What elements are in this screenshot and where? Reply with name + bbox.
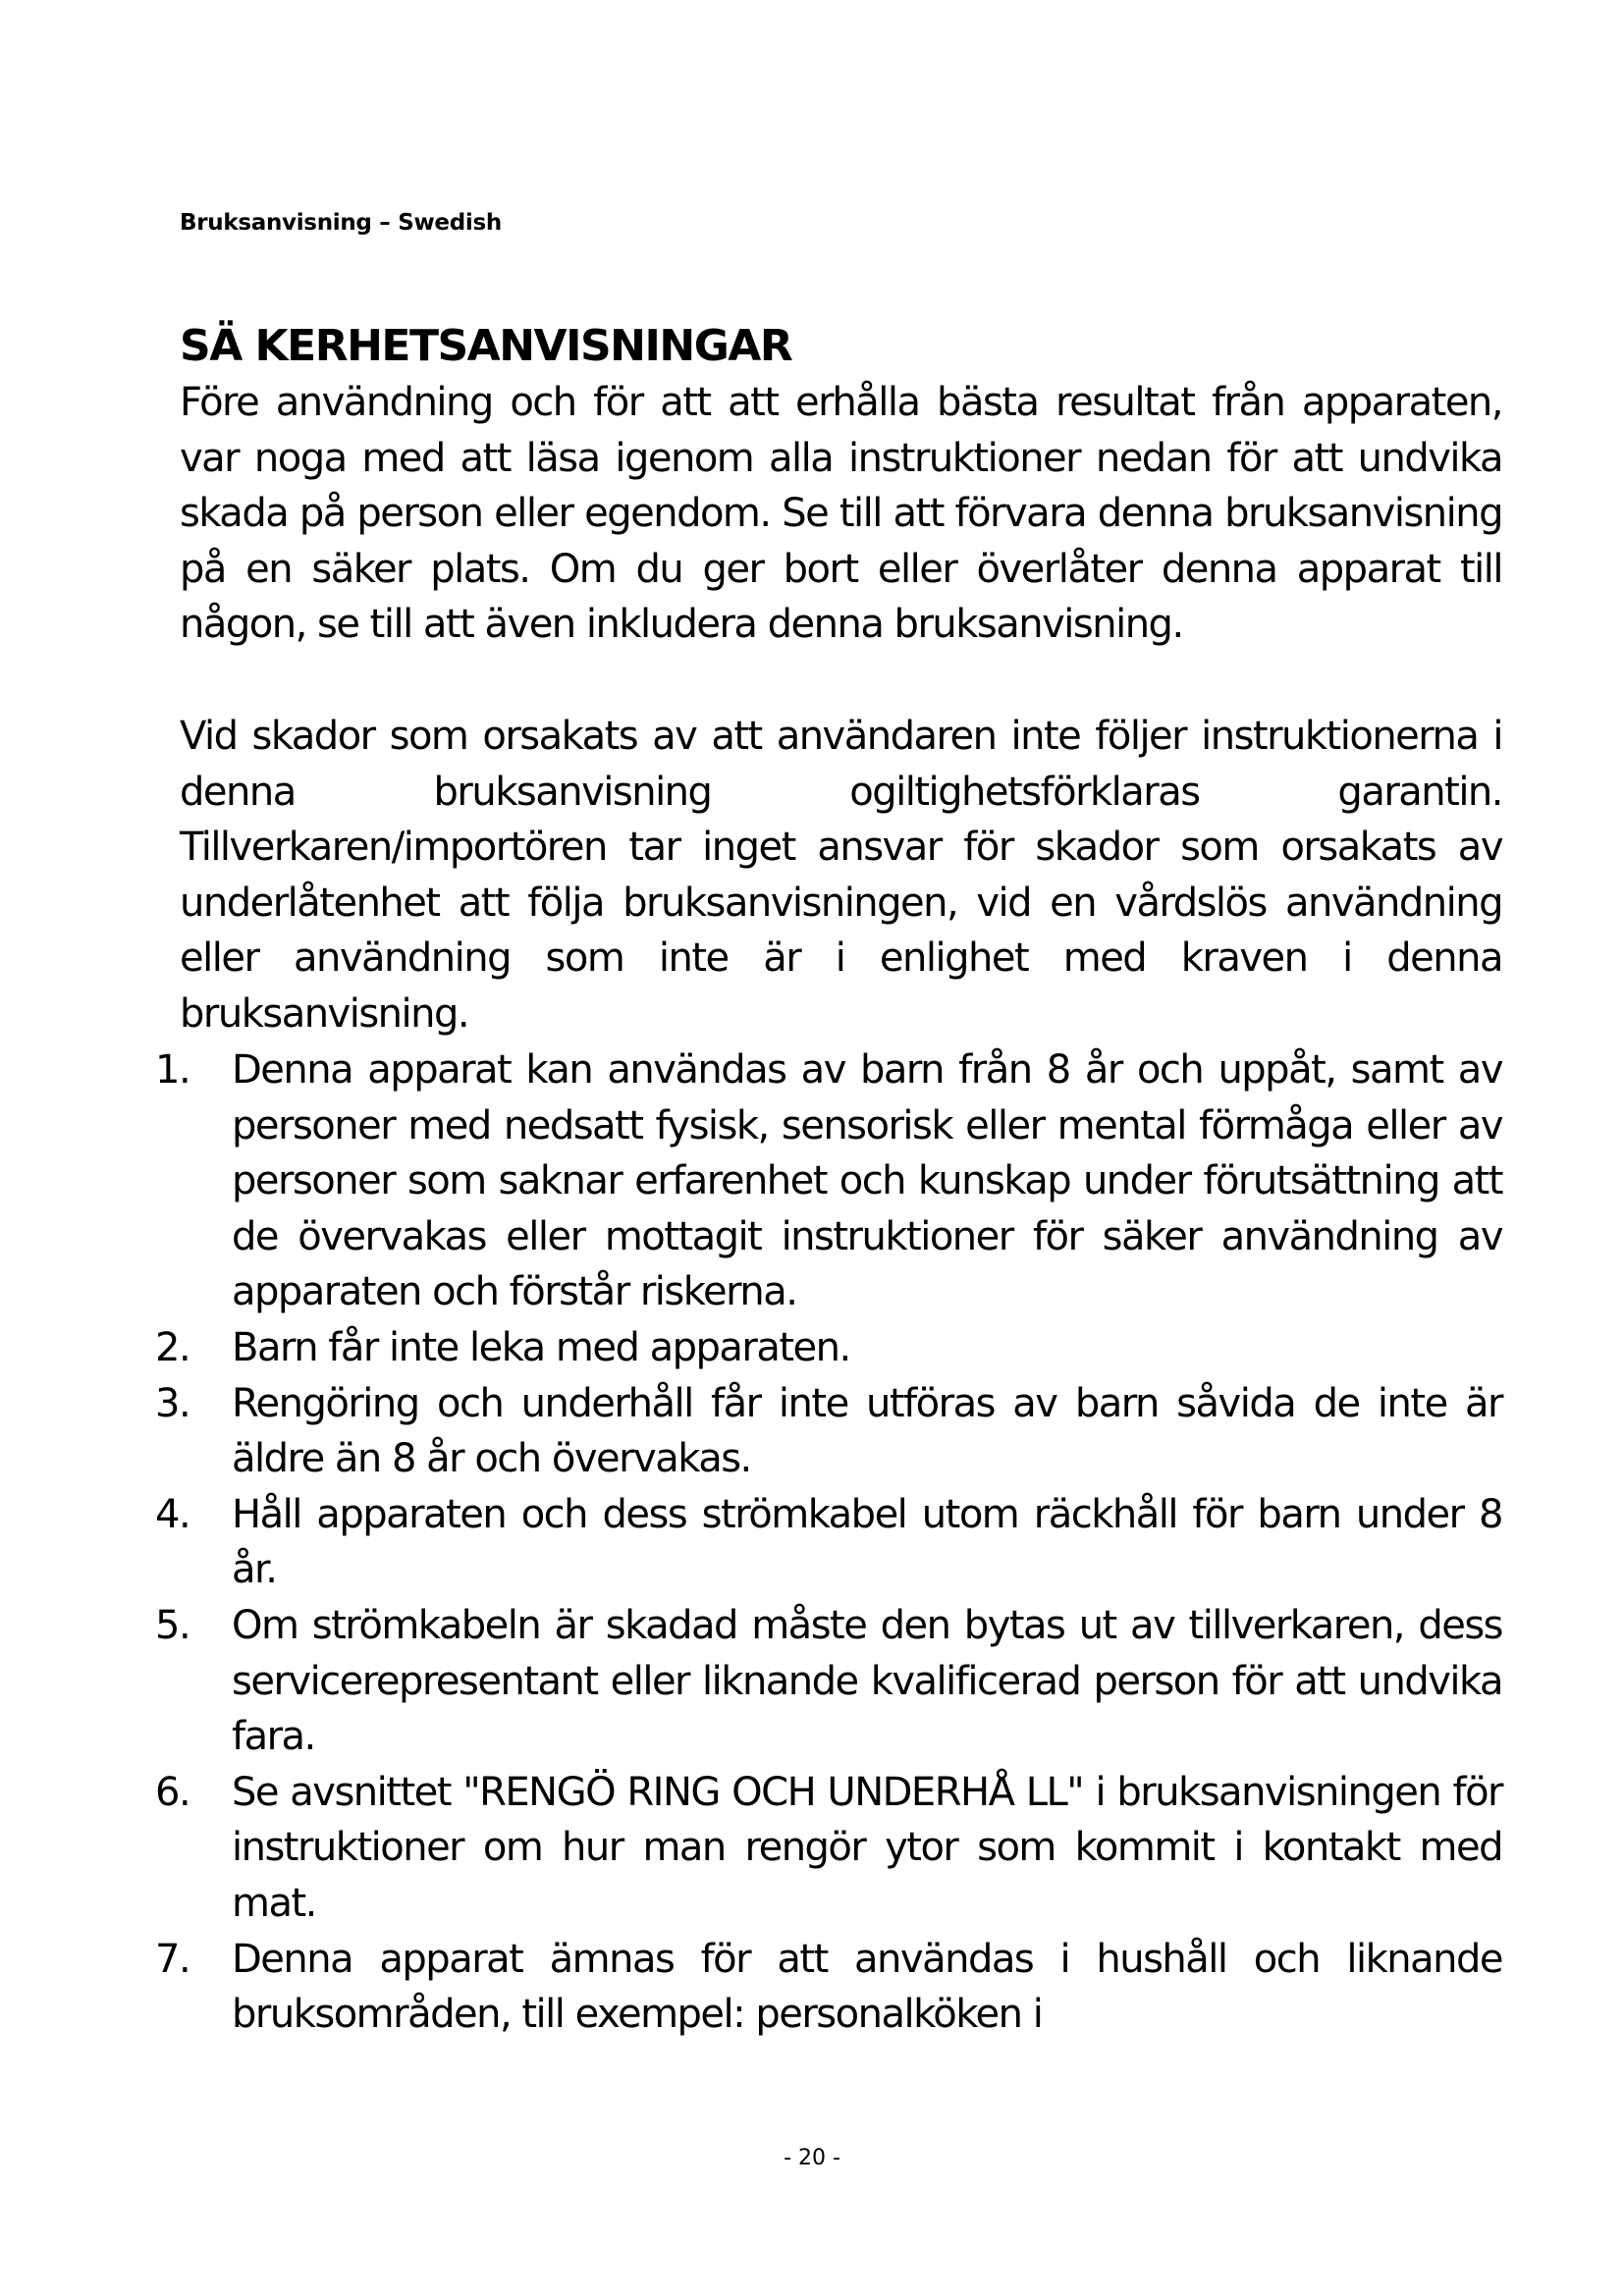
list-item (155, 1598, 1502, 1765)
list-item (155, 1765, 1502, 1932)
warranty-paragraph: Vid skador som orsakats av att användaren inte följer instruktionerna i denna bruksanvisning ogiltighetsförklaras garantin. Tillverkaren/importören tar inget ansvar för skador som orsakats av underlåtenhet att följa bruksanvisningen, vid en vårdslös användning eller användning som inte är i enlighet med kraven i denna bruksanvisning. (180, 714, 1502, 1037)
list-item-text: Håll apparaten och dess strömkabel utom räckhåll för barn under 8 år. (232, 1491, 1502, 1593)
list-item-text: Denna apparat kan användas av barn från 8 år och uppåt, samt av personer med nedsatt fysisk, sensorisk eller mental förmåga eller av personer som saknar erfarenhet och kunskap under förutsättning att de övervakas eller mottagit instruktioner för säker användning av apparaten och förstår riskerna. (232, 1047, 1502, 1315)
list-item-text: Se avsnittet "RENGÖ RING OCH UNDERHÅ LL" i bruksanvisningen för instruktioner om hur man rengör ytor som kommit i kontakt med mat. (232, 1769, 1502, 1926)
section-title: SÄ KERHETSANVISNINGAR (180, 321, 792, 371)
list-item (155, 1487, 1502, 1598)
safety-instructions-list (155, 1042, 1502, 2043)
document-header: Bruksanvisning – Swedish (180, 210, 502, 236)
list-item (155, 1376, 1502, 1487)
list-item-text: Denna apparat ämnas för att användas i hushåll och liknande bruksområden, till exempel: personalköken i (232, 1936, 1502, 2038)
list-item-number: 2. (155, 1324, 190, 1370)
list-item-number: 3. (155, 1380, 190, 1426)
list-item (155, 1320, 1502, 1376)
list-item-number: 1. (155, 1047, 190, 1093)
list-item-text: Rengöring och underhåll får inte utföras av barn såvida de inte är äldre än 8 år och övervakas. (232, 1380, 1502, 1482)
list-item (155, 1042, 1502, 1320)
page-number: - 20 - (784, 2146, 840, 2170)
list-item-text: Om strömkabeln är skadad måste den bytas ut av tillverkaren, dess servicerepresentant eller liknande kvalificerad person för att undvika fara. (232, 1602, 1502, 1760)
list-item-number: 6. (155, 1769, 190, 1815)
list-item (155, 1932, 1502, 2043)
list-item-number: 7. (155, 1936, 190, 1982)
intro-paragraph: Före användning och för att att erhålla bästa resultat från apparaten, var noga med att läsa igenom alla instruktioner nedan för att undvika skada på person eller egendom. Se till att förvara denna bruksanvisning på en säker plats. Om du ger bort eller överlåter denna apparat till någon, se till att även inkludera denna bruksanvisning. (180, 380, 1502, 648)
list-item-text: Barn får inte leka med apparaten. (232, 1324, 850, 1370)
list-item-number: 4. (155, 1491, 190, 1537)
list-item-number: 5. (155, 1602, 190, 1648)
